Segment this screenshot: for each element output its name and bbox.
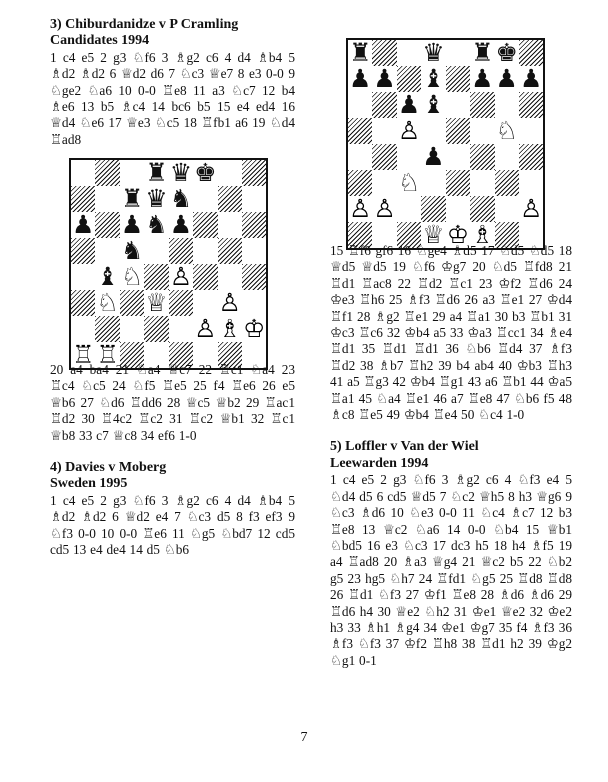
board-square: [421, 66, 445, 92]
board-square: [120, 290, 144, 316]
white-king-icon: ♔: [242, 316, 266, 342]
board-square: [144, 316, 168, 342]
board-square: [446, 66, 470, 92]
board-square: [348, 118, 372, 144]
white-pawn-icon: ♙: [194, 316, 217, 342]
board-square: [519, 144, 543, 170]
board-square: [397, 92, 421, 118]
black-queen-icon: ♛: [145, 186, 168, 212]
board-square: [144, 186, 168, 212]
board-square: [120, 212, 144, 238]
board-square: [144, 160, 168, 186]
board-square: [218, 264, 242, 290]
board-square: [519, 118, 543, 144]
board-square: [71, 238, 95, 264]
board-square: [446, 196, 470, 222]
board-square: [95, 264, 119, 290]
black-queen-icon: ♛: [422, 40, 445, 66]
board-square: [397, 170, 421, 196]
white-pawn-icon: ♙: [349, 196, 372, 222]
chess-diagram-2: [346, 38, 545, 250]
board-square: [519, 196, 543, 222]
board-square: [348, 66, 372, 92]
board-square: [120, 264, 144, 290]
board-square: [446, 118, 470, 144]
game5-title: 5) Loffler v Van der Wiel: [330, 439, 479, 455]
board-square: [421, 170, 445, 196]
board-square: [95, 238, 119, 264]
game4-event: Sweden 1995: [50, 476, 128, 492]
white-queen-icon: ♕: [145, 290, 168, 316]
black-rook-icon: ♜: [145, 160, 168, 186]
white-knight-icon: ♘: [96, 290, 119, 316]
left-column: [50, 17, 295, 148]
board-square: [242, 264, 266, 290]
board-square: [397, 40, 421, 66]
white-pawn-icon: ♙: [519, 196, 543, 222]
board-square: [193, 238, 217, 264]
black-pawn-icon: ♟: [72, 212, 95, 238]
board-square: [470, 170, 494, 196]
board-square: [169, 160, 193, 186]
black-queen-icon: ♛: [169, 160, 193, 186]
board-square: [193, 290, 217, 316]
board-square: [372, 144, 396, 170]
board-square: [348, 40, 372, 66]
board-square: [348, 170, 372, 196]
black-rook-icon: ♜: [120, 186, 144, 212]
board-square: [446, 40, 470, 66]
black-pawn-icon: ♟: [373, 66, 396, 92]
game3-moves-1: 1 c4 e5 2 g3 ♘f6 3 ♗g2 c6 4 d4 ♗b4 5 ♗d2 ♗d2 6 ♕d2 d6 7 ♘c3 ♕e7 8 e3 0-0 9 ♘ge2 ♘a6 10 0-0 ♖e8 11 a3 ♘c7 12 b4 ♗e6 13 b5 ♗c4 14 bc6 b5 15 e4 ed4 16 ♕d4 ♘e6 17 ♕e3 ♘c5 18 ♖fb1 a6 19 ♘d4 ♖ad8: [50, 49, 295, 147]
board-square: [470, 66, 494, 92]
game4-title: 4) Davies v Moberg: [50, 460, 167, 476]
board-square: [421, 196, 445, 222]
black-pawn-icon: ♟: [422, 144, 445, 170]
board-square: [193, 316, 217, 342]
white-pawn-icon: ♙: [218, 290, 241, 316]
board-square: [348, 196, 372, 222]
board-square: [218, 160, 242, 186]
board-square: [95, 160, 119, 186]
white-bishop-icon: ♗: [218, 316, 241, 342]
board-square: [470, 92, 494, 118]
board-square: [348, 144, 372, 170]
board-square: [218, 290, 242, 316]
board-square: [446, 170, 470, 196]
white-queen-icon: ♕: [422, 222, 445, 248]
board-square: [193, 186, 217, 212]
board-square: [242, 316, 266, 342]
board-square: [421, 40, 445, 66]
board-square: [495, 40, 519, 66]
board-square: [397, 144, 421, 170]
board-square: [71, 186, 95, 212]
board-square: [519, 40, 543, 66]
board-square: [71, 212, 95, 238]
board-square: [71, 290, 95, 316]
board-square: [144, 238, 168, 264]
board-square: [218, 316, 242, 342]
game3-continuation-moves: 15 ♖f6 gf6 16 ♘ge4 ♗d5 17 ♘d5 ♘d5 18 ♕d5 ♕d5 19 ♘f6 ♔g7 20 ♘d5 ♖fd8 21 ♖d1 ♖ac8 22 ♖d2 ♖c1 23 ♔f2 ♖d6 24 ♔e3 ♖h6 25 ♗f3 ♖d6 26 a3 ♖e1 27 ♔d4 ♖f1 28 ♗g2 ♖e1 29 a4 ♖a1 30 b3 ♖b1 31 ♔c3 ♖c6 32 ♔b4 a5 33 ♔a3 ♖cc1 34 ♗e4 ♖d1 35 ♖d1 ♖d1 36 ♘b6 ♖d4 37 ♗f3 ♖d2 38 ♗b7 ♖h2 39 b4 ab4 40 ♔b3 ♖h3 41 a5 ♖g3 42 ♔b4 ♖g1 43 a6 ♖b1 44 ♔a5 ♖a1 45 ♘a4 ♖e1 46 a7 ♖e8 47 ♘b6 f5 48 ♗c8 ♖e5 49 ♔b4 ♖e4 50 ♘c4 1-0: [330, 243, 572, 423]
board-square: [95, 186, 119, 212]
board-square: [446, 92, 470, 118]
game3-title: 3) Chiburdanidze v P Cramling: [50, 17, 239, 32]
game3-event: Candidates 1994: [50, 33, 150, 49]
board-square: [193, 212, 217, 238]
board-square: [421, 144, 445, 170]
left-column-lower: [50, 362, 295, 558]
board-square: [144, 290, 168, 316]
black-bishop-icon: ♝: [96, 264, 119, 290]
white-knight-icon: ♘: [397, 170, 421, 196]
board-square: [242, 238, 266, 264]
board-square: [397, 118, 421, 144]
board-square: [242, 290, 266, 316]
board-square: [519, 170, 543, 196]
board-square: [169, 290, 193, 316]
board-square: [495, 144, 519, 170]
board-square: [218, 238, 242, 264]
white-rook-icon: ♖: [96, 342, 119, 368]
board-square: [169, 264, 193, 290]
white-rook-icon: ♖: [72, 342, 95, 368]
board-square: [372, 92, 396, 118]
game3-moves-2: 20 a4 ba4 21 ♘a4 ♕c7 22 ♖c1 ♘a4 23 ♖c4 ♘c5 24 ♘f5 ♖e5 25 f4 ♖e6 26 e5 ♕b6 27 ♘d6 ♖dd6 28 ♕c5 ♕b2 29 ♖ac1 ♖d2 30 ♖4c2 ♖c2 31 ♖c2 ♕b1 32 ♖c1 ♕b8 33 c7 ♕c8 34 ef6 1-0: [50, 362, 295, 443]
black-pawn-icon: ♟: [495, 66, 518, 92]
black-pawn-icon: ♟: [471, 66, 494, 92]
board-square: [120, 316, 144, 342]
board-square: [421, 92, 445, 118]
board-square: [71, 316, 95, 342]
board-square: [372, 66, 396, 92]
board-square: [169, 186, 193, 212]
black-knight-icon: ♞: [145, 212, 168, 238]
board-square: [372, 196, 396, 222]
board-square: [348, 92, 372, 118]
black-knight-icon: ♞: [169, 186, 193, 212]
board-square: [71, 264, 95, 290]
board-square: [372, 40, 396, 66]
board-square: [144, 212, 168, 238]
board-square: [495, 196, 519, 222]
white-bishop-icon: ♗: [471, 222, 494, 248]
board-square: [470, 196, 494, 222]
black-bishop-icon: ♝: [422, 92, 445, 118]
white-knight-icon: ♘: [495, 118, 518, 144]
page-number: 7: [300, 730, 308, 745]
black-bishop-icon: ♝: [422, 66, 445, 92]
board-square: [397, 196, 421, 222]
board-square: [218, 212, 242, 238]
black-knight-icon: ♞: [120, 238, 144, 264]
board-square: [495, 92, 519, 118]
black-rook-icon: ♜: [349, 40, 372, 66]
board-square: [169, 238, 193, 264]
board-square: [169, 316, 193, 342]
board-square: [421, 118, 445, 144]
board-square: [144, 264, 168, 290]
chess-diagram-1: [69, 158, 268, 370]
board-square: [372, 118, 396, 144]
white-king-icon: ♔: [446, 222, 470, 248]
black-king-icon: ♚: [194, 160, 217, 186]
black-pawn-icon: ♟: [120, 212, 144, 238]
board-square: [519, 92, 543, 118]
board-square: [95, 212, 119, 238]
game4-moves: 1 c4 e5 2 g3 ♘f6 3 ♗g2 c6 4 d4 ♗b4 5 ♗d2 ♗d2 6 ♕d2 e4 7 ♘c3 d5 8 f3 ef3 9 ♘f3 0-0 10 0-0 ♖e6 11 ♘g5 ♘bd7 12 cd5 cd5 13 e4 de4 14 d5 ♘b6: [50, 492, 295, 558]
board-square: [446, 144, 470, 170]
game5-event: Leewarden 1994: [330, 455, 429, 471]
board-square: [120, 238, 144, 264]
board-square: [242, 160, 266, 186]
board-square: [495, 66, 519, 92]
board-square: [95, 316, 119, 342]
board-square: [242, 212, 266, 238]
board-square: [470, 144, 494, 170]
board-square: [120, 160, 144, 186]
white-knight-icon: ♘: [120, 264, 144, 290]
black-pawn-icon: ♟: [169, 212, 193, 238]
board-square: [193, 160, 217, 186]
black-pawn-icon: ♟: [349, 66, 372, 92]
board-square: [95, 290, 119, 316]
board-square: [193, 264, 217, 290]
board-square: [495, 118, 519, 144]
board-square: [120, 186, 144, 212]
white-pawn-icon: ♙: [373, 196, 396, 222]
black-king-icon: ♚: [495, 40, 518, 66]
white-pawn-icon: ♙: [397, 118, 421, 144]
board-square: [169, 212, 193, 238]
game5-moves: 1 c4 e5 2 g3 ♘f6 3 ♗g2 c6 4 ♘f3 e4 5 ♘d4 d5 6 cd5 ♕d5 7 ♘c2 ♕h5 8 h3 ♕g6 9 ♘c3 ♗d6 10 ♘e3 0-0 11 ♘c4 ♗c7 12 b3 ♖e8 13 ♕c2 ♘a6 14 0-0 ♘b4 15 ♕b1 ♘bd5 16 e3 ♘c3 17 dc3 h5 18 h4 ♗f5 19 a4 ♖ad8 20 ♗a3 ♕g4 21 ♕c2 b5 22 ♘b2 g5 23 hg5 ♘h7 24 ♖fd1 ♘g5 25 ♖d8 ♖d8 26 ♖d1 ♘f3 27 ♔f1 ♖e8 28 ♗d6 ♗d6 29 ♖d6 h4 30 ♕e2 ♘h2 31 ♔e1 ♕e2 32 ♔e2 h3 33 ♗h1 ♗g4 34 ♔e1 ♔g7 35 f4 ♗f3 36 ♗f3 ♘f3 37 ♔f2 ♖h8 38 ♖d1 h2 39 ♔g2 ♘g1 0-1: [330, 472, 572, 668]
board-square: [242, 186, 266, 212]
board-square: [372, 170, 396, 196]
black-pawn-icon: ♟: [519, 66, 543, 92]
black-pawn-icon: ♟: [397, 92, 421, 118]
board-square: [218, 186, 242, 212]
white-pawn-icon: ♙: [169, 264, 193, 290]
board-square: [495, 170, 519, 196]
board-square: [519, 66, 543, 92]
board-square: [470, 118, 494, 144]
black-rook-icon: ♜: [471, 40, 494, 66]
right-column: [330, 243, 572, 669]
board-square: [71, 160, 95, 186]
board-square: [397, 66, 421, 92]
board-square: [470, 40, 494, 66]
